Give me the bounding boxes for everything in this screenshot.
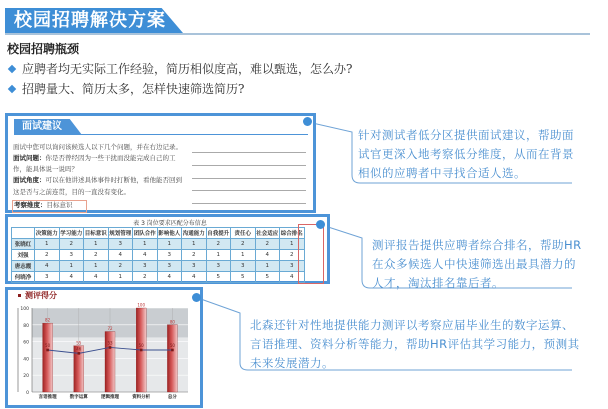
page-title: 校园招聘解决方案 xyxy=(14,10,166,31)
svg-text:逻辑推理: 逻辑推理 xyxy=(101,395,119,400)
table-cell: 3 xyxy=(108,239,133,250)
table-cell: 1 xyxy=(59,261,84,272)
header-cell: 目标意识 xyxy=(84,228,109,239)
table-cell: 3 xyxy=(231,261,256,272)
table-cell: 4 xyxy=(108,250,133,261)
table-cell: 2 xyxy=(133,272,158,283)
table-cell: 5 xyxy=(255,272,280,283)
svg-text:55: 55 xyxy=(76,340,82,346)
table-cell: 4 xyxy=(59,272,84,283)
table-row xyxy=(12,239,305,250)
connector-dot-icon xyxy=(303,117,312,126)
table-cell: 1 xyxy=(84,239,109,250)
table-cell: 2 xyxy=(255,239,280,250)
header-cell: 学习能力 xyxy=(59,228,84,239)
table-cell: 1 xyxy=(255,261,280,272)
table-cell: 2 xyxy=(280,250,305,261)
svg-text:50: 50 xyxy=(138,343,144,348)
dimension-value: 目标意识 xyxy=(46,201,73,209)
question-label: 面试问题： xyxy=(13,154,46,162)
bullet-text: 应聘者均无实际工作经验，简历相似度高，难以甄选，怎么办? xyxy=(22,62,353,76)
table-cell: 3 xyxy=(157,250,182,261)
connector-dot-icon xyxy=(316,220,325,229)
header-cell: 影响他人 xyxy=(157,228,182,239)
table-cell: 3 xyxy=(182,261,207,272)
table-cell: 2 xyxy=(231,239,256,250)
table-cell: 1 xyxy=(182,239,207,250)
bullet-text: 招聘量大、简历太多，怎样快速筛选简历? xyxy=(22,82,245,96)
note-line xyxy=(192,203,306,204)
table-row xyxy=(12,261,305,272)
table-cell: 4 xyxy=(133,250,158,261)
table-cell: 3 xyxy=(35,272,60,283)
table-cell: 4 xyxy=(35,261,60,272)
note-line xyxy=(192,178,306,179)
svg-text:数字运算: 数字运算 xyxy=(69,395,88,400)
table-cell: 2 xyxy=(108,261,133,272)
svg-text:80: 80 xyxy=(169,319,175,325)
chart-heading xyxy=(18,290,57,301)
table-cell: 3 xyxy=(59,250,84,261)
svg-text:53: 53 xyxy=(107,340,113,346)
svg-text:资料分析: 资料分析 xyxy=(132,395,151,400)
table-cell: 4 xyxy=(157,272,182,283)
svg-text:82: 82 xyxy=(45,317,51,323)
chart-callout-text: 北森还针对性地提供能力测评以考察应届毕业生的数字运算、言语推理、资料分析等能力，帮助HR评估其学习能力，预测其未来发展潜力。 xyxy=(250,318,580,370)
ranking-callout-text: 测评报告提供应聘者综合排名，帮助HR在众多候选人中快速筛选出最具潜力的人才，淘汰排名靠后者。 xyxy=(372,238,582,290)
table-cell: 3 xyxy=(206,261,231,272)
header-cell: 责任心 xyxy=(231,228,256,239)
svg-text:100: 100 xyxy=(137,302,146,308)
table-cell: 4 xyxy=(84,272,109,283)
table-cell: 3 xyxy=(280,261,305,272)
svg-text:20: 20 xyxy=(23,374,29,380)
svg-text:80: 80 xyxy=(23,323,29,329)
table-header-row xyxy=(12,228,305,239)
table-cell: 2 xyxy=(84,250,109,261)
table-title: 表 3 岗位要求匹配分布信息 xyxy=(133,220,207,227)
question-text: 你是否曾经因为一些干扰而没能完成自己的工 xyxy=(45,154,176,162)
note-line xyxy=(192,190,306,191)
header-cell: 自我提升 xyxy=(206,228,231,239)
angle-label: 面试角度： xyxy=(13,176,46,184)
table-cell: 4 xyxy=(280,272,305,283)
table-cell: 3 xyxy=(133,261,158,272)
svg-text:60: 60 xyxy=(23,340,29,346)
dimension-label: 考察维度： xyxy=(14,201,47,209)
svg-text:72: 72 xyxy=(107,326,113,332)
table-cell: 2 xyxy=(35,250,60,261)
table-cell: 2 xyxy=(182,250,207,261)
interview-angle-line xyxy=(13,176,182,185)
header-cell: 沟通能力 xyxy=(182,228,207,239)
svg-text:50: 50 xyxy=(169,343,175,348)
header-cell: 决策能力 xyxy=(35,228,60,239)
interview-tab-label: 面试建议 xyxy=(22,121,62,132)
header-cell: 综合排名 xyxy=(280,228,305,239)
table-row xyxy=(12,250,305,261)
table-cell: 1 xyxy=(133,239,158,250)
table-cell: 4 xyxy=(182,272,207,283)
table-cell: 1 xyxy=(108,272,133,283)
svg-text:46: 46 xyxy=(76,346,82,352)
svg-text:40: 40 xyxy=(23,357,29,363)
ranking-table xyxy=(11,227,305,283)
table-cell: 1 xyxy=(35,239,60,250)
table-cell: 3 xyxy=(157,261,182,272)
row-name: 何晓净 xyxy=(12,272,35,283)
table-cell: 1 xyxy=(157,239,182,250)
svg-text:100: 100 xyxy=(20,307,29,312)
row-name: 刘强 xyxy=(12,250,35,261)
note-line xyxy=(192,165,306,166)
header-cell: 规划管理 xyxy=(108,228,133,239)
table-row xyxy=(12,272,305,283)
interview-intro: 面试中您可以询问该候选人以下几个问题，并在右边记录。 xyxy=(13,143,182,151)
table-cell: 5 xyxy=(206,272,231,283)
table-cell: 1 xyxy=(280,239,305,250)
svg-text:0: 0 xyxy=(26,391,29,396)
table-cell: 2 xyxy=(206,239,231,250)
interview-question-line-2: 作，能具体说一说吗？ xyxy=(13,165,78,173)
interview-tab-underline xyxy=(14,134,308,135)
square-bullet-icon xyxy=(18,294,21,297)
overall-rank-highlight xyxy=(298,224,324,284)
table-cell: 1 xyxy=(206,250,231,261)
svg-text:总分: 总分 xyxy=(167,395,177,400)
connector-dot-icon xyxy=(192,293,201,302)
interview-callout-text: 针对测试者低分区提供面试建议，帮助面试官更深入地考察低分维度，从而在背景相似的应聘者中寻找合适人选。 xyxy=(358,128,574,180)
angle-text: 可以在他讲述具体事件时打断他，看他能否回到 xyxy=(45,176,182,184)
note-line xyxy=(192,152,306,153)
interview-question-line xyxy=(13,154,176,163)
table-cell: 5 xyxy=(231,272,256,283)
dimension-highlight xyxy=(12,200,87,213)
table-cell: 4 xyxy=(255,250,280,261)
svg-text:言语推理: 言语推理 xyxy=(38,395,57,400)
chart-heading-text: 测评得分 xyxy=(25,291,57,300)
header-cell: 团队合作 xyxy=(133,228,158,239)
interview-angle-line-2: 这是否与之前连贯，目的一直没有变化。 xyxy=(13,188,130,196)
table-cell: 1 xyxy=(84,261,109,272)
score-bar-chart xyxy=(8,302,198,406)
table-cell: 2 xyxy=(59,239,84,250)
header-cell xyxy=(12,228,35,239)
svg-text:50: 50 xyxy=(45,343,51,348)
row-name: 张晓红 xyxy=(12,239,35,250)
header-cell: 社会适应 xyxy=(255,228,280,239)
row-name: 唐志霞 xyxy=(12,261,35,272)
section-subtitle: 校园招聘瓶颈 xyxy=(7,42,80,56)
table-cell: 1 xyxy=(231,250,256,261)
